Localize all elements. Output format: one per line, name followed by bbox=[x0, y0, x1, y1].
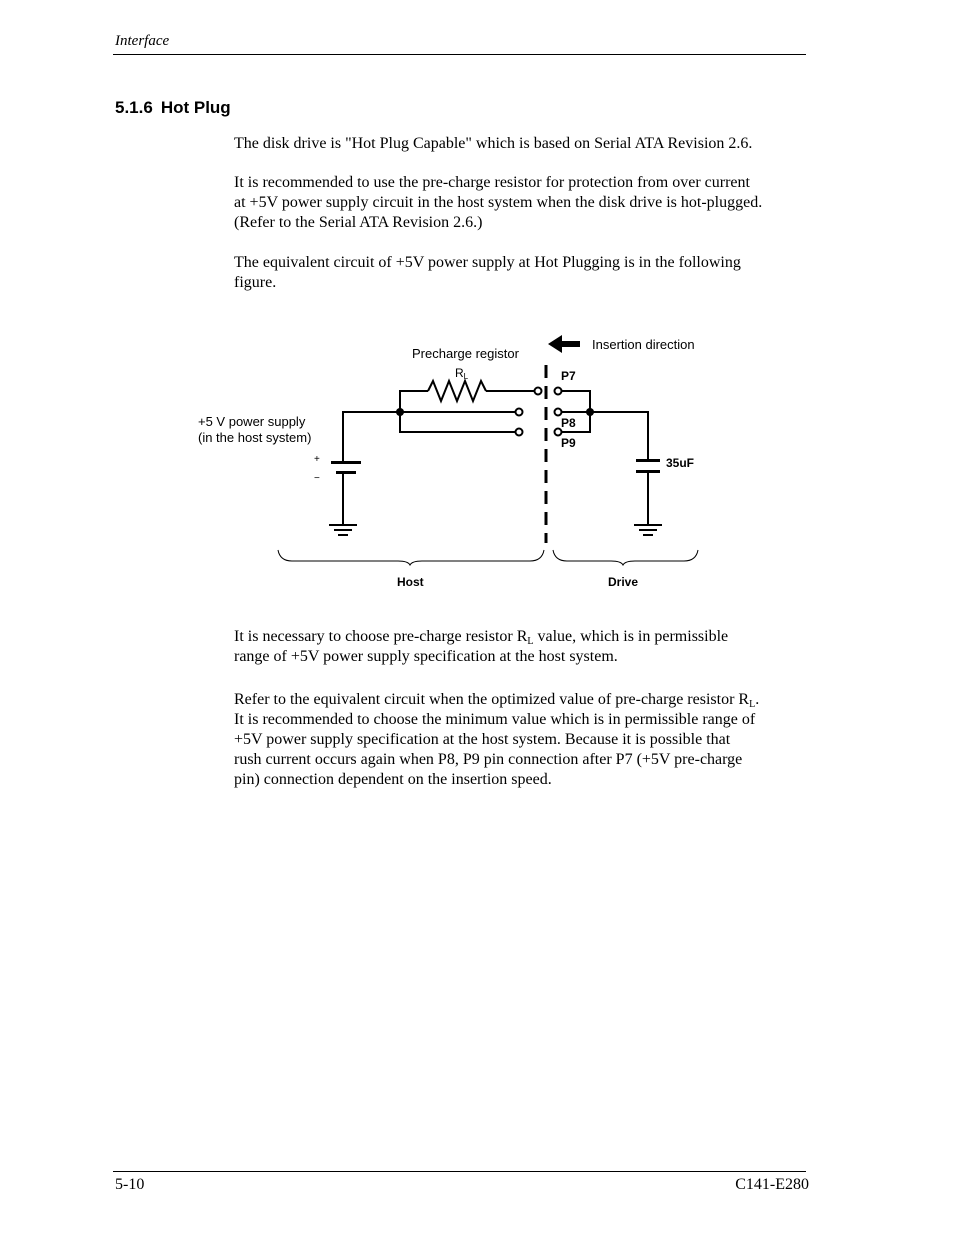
text-line: pin) connection dependent on the insertion speed. bbox=[234, 771, 552, 788]
resistor-zigzag bbox=[428, 381, 486, 401]
section-title bbox=[115, 98, 231, 118]
circuit-diagram bbox=[188, 325, 708, 600]
capacitor-plate-bottom bbox=[636, 470, 660, 473]
resistor-label: RL bbox=[455, 366, 469, 381]
drive-pin-p7 bbox=[555, 388, 562, 395]
junction-dot bbox=[396, 408, 404, 416]
hot-plug-circuit-figure bbox=[188, 325, 708, 600]
battery-plate-long bbox=[331, 461, 361, 464]
text-line: It is recommended to choose the minimum value which is in permissible range of bbox=[234, 711, 756, 728]
host-brace bbox=[278, 550, 544, 565]
text-line: figure. bbox=[234, 274, 277, 291]
host-pin-p8 bbox=[516, 409, 523, 416]
precharge-label: Precharge registor bbox=[412, 346, 519, 361]
junction-dot bbox=[586, 408, 594, 416]
text-line: The disk drive is "Hot Plug Capable" which is based on Serial ATA Revision 2.6. bbox=[234, 135, 753, 152]
section-number: 5.1.6 bbox=[115, 98, 153, 117]
insertion-direction-label: Insertion direction bbox=[592, 337, 695, 352]
section-heading: Hot Plug bbox=[160, 98, 231, 117]
document-id: C141-E280 bbox=[735, 1176, 809, 1193]
text-line: range of +5V power supply specification at the host system. bbox=[234, 648, 618, 665]
running-header: Interface bbox=[115, 33, 170, 49]
drive-pin-p8 bbox=[555, 409, 562, 416]
host-pin-p7 bbox=[535, 388, 542, 395]
text-line: (Refer to the Serial ATA Revision 2.6.) bbox=[234, 214, 483, 231]
paragraph-choose-resistor bbox=[234, 627, 809, 667]
pin-label-p8: P8 bbox=[561, 416, 576, 430]
text-line: The equivalent circuit of +5V power supply at Hot Plugging is in the following bbox=[234, 254, 741, 271]
battery-plus-sign: + bbox=[314, 454, 320, 465]
capacitor-label: 35uF bbox=[666, 456, 695, 470]
capacitor-plate-top bbox=[636, 459, 660, 462]
header-rule bbox=[113, 54, 806, 55]
battery-plate-short bbox=[336, 471, 356, 474]
pin-label-p9: P9 bbox=[561, 436, 576, 450]
text-line: +5V power supply specification at the host system. Because it is possible that bbox=[234, 731, 731, 748]
text-line: It is necessary to choose pre-charge resistor $R_L$ value, which is in permissible bbox=[234, 628, 729, 647]
text-line: It is recommended to use the pre-charge resistor for protection from over current bbox=[234, 174, 750, 191]
host-pin-p9 bbox=[516, 429, 523, 436]
footer-rule bbox=[113, 1171, 806, 1172]
text-line: at +5V power supply circuit in the host system when the disk drive is hot-plugged. bbox=[234, 194, 763, 211]
page-number: 5-10 bbox=[115, 1176, 145, 1193]
text-line: Refer to the equivalent circuit when the optimized value of pre-charge resistor $R_L$. bbox=[234, 691, 760, 710]
resistor-lead-left bbox=[400, 391, 428, 412]
paragraph-optimized-value bbox=[234, 690, 809, 790]
drive-label: Drive bbox=[608, 575, 639, 589]
paragraph-hot-plug-capable bbox=[234, 134, 809, 154]
supply-label-line1: +5 V power supply bbox=[198, 414, 306, 429]
supply-label-line2: (in the host system) bbox=[198, 430, 312, 445]
battery-minus-sign: − bbox=[314, 473, 320, 484]
text-line: rush current occurs again when P8, P9 pin connection after P7 (+5V pre-charge bbox=[234, 751, 743, 768]
paragraph-equivalent-circuit bbox=[234, 253, 809, 293]
supply-wire bbox=[343, 412, 400, 455]
host-label: Host bbox=[397, 575, 424, 589]
p9-host-wire bbox=[400, 412, 515, 432]
insertion-arrow-icon bbox=[548, 335, 580, 353]
paragraph-precharge-recommendation bbox=[234, 173, 809, 233]
pin-label-p7: P7 bbox=[561, 369, 576, 383]
drive-brace bbox=[553, 550, 698, 565]
